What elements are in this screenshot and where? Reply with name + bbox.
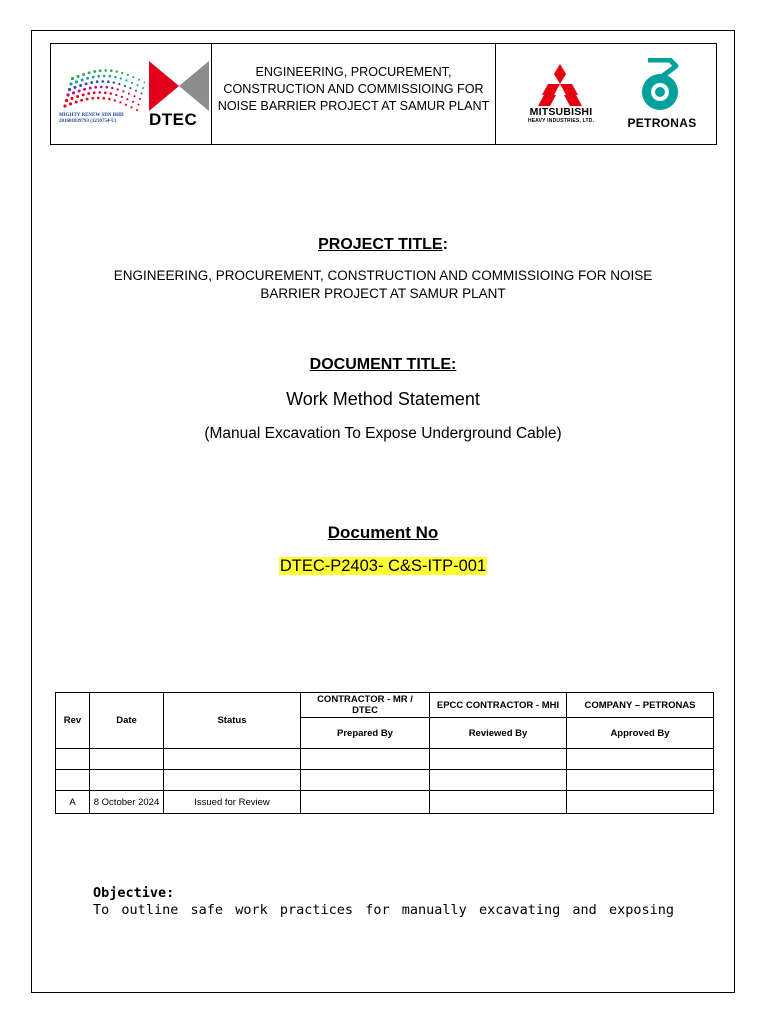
mr-logo-dot	[81, 78, 84, 81]
header-project-title: ENGINEERING, PROCUREMENT, CONSTRUCTION AND COMMISSIOING FOR NOISE BARRIER PROJECT AT SAMUR PLANT	[217, 65, 490, 113]
mr-logo-dot	[138, 104, 140, 106]
revision-table	[55, 692, 714, 814]
col-reviewed-by: Reviewed By	[430, 718, 567, 749]
col-prepared-by: Prepared By	[301, 718, 430, 749]
mr-logo-dot	[90, 81, 93, 84]
mr-logo-dot	[118, 83, 120, 85]
col-epcc-contractor: EPCC CONTRACTOR - MHI	[430, 693, 567, 718]
mr-logo-dot	[114, 76, 116, 78]
mitsubishi-logo-subtext: HEAVY INDUSTRIES, LTD.	[527, 118, 595, 124]
mr-logo-dot	[78, 89, 81, 92]
mr-logo-dot	[86, 77, 89, 80]
mr-logo-dot	[72, 91, 75, 94]
mr-logo-dot	[103, 97, 106, 100]
table-row	[56, 791, 714, 814]
mr-logo-dot	[133, 95, 135, 97]
mr-logo-dot	[144, 82, 146, 84]
mr-logo-dot	[65, 99, 68, 102]
objective-text: To outline safe work practices for manually excavating and exposing	[93, 902, 674, 918]
mr-logo-dot	[131, 82, 133, 84]
mr-logo-dot	[103, 75, 106, 78]
mr-logo-dot	[107, 80, 110, 83]
mr-logo-dot	[111, 87, 113, 89]
table-row	[56, 770, 714, 791]
mr-logo-dot	[142, 87, 144, 89]
mr-logo-dot	[82, 73, 85, 76]
page-frame	[31, 30, 735, 993]
mr-logo-dot	[101, 80, 104, 83]
mr-logo-dot	[63, 104, 66, 107]
mr-logo-dot	[106, 86, 109, 89]
objective-label: Objective:	[93, 885, 175, 901]
header-right-logos	[496, 44, 716, 144]
mr-logo-dot	[100, 86, 103, 89]
project-title-text: ENGINEERING, PROCUREMENT, CONSTRUCTION AND COMMISSIOING FOR NOISE BARRIER PROJECT AT SAMUR PLANT	[113, 268, 653, 301]
mr-logo-dot	[89, 87, 92, 90]
header-left-logos	[51, 44, 212, 144]
col-approved-by: Approved By	[567, 718, 714, 749]
petronas-logo-text: PETRONAS	[627, 116, 697, 130]
mr-logo-dot	[83, 88, 86, 91]
mr-logo-dot	[116, 70, 118, 72]
document-no-highlight: DTEC-P2403- C&S-ITP-001	[279, 557, 487, 575]
mr-logo-dot	[122, 90, 124, 92]
mr-logo-dot	[129, 87, 131, 89]
mr-logo-dot	[76, 75, 79, 78]
mr-logo-dot	[99, 69, 102, 72]
petronas-logo-icon	[640, 58, 684, 112]
mr-logo-dot	[92, 76, 95, 79]
mr-logo-dot	[139, 98, 141, 100]
mighty-renew-caption	[59, 113, 149, 125]
mr-logo-dot	[96, 80, 99, 83]
mr-logo-dot	[82, 93, 85, 96]
mr-logo-dot	[73, 86, 76, 89]
project-title-heading	[31, 236, 735, 254]
mr-logo-dot	[86, 98, 89, 101]
mr-logo-dot	[127, 74, 129, 76]
col-rev: Rev	[56, 693, 90, 749]
project-title-colon: :	[442, 236, 448, 253]
mr-logo-dot	[128, 93, 130, 95]
table-row	[56, 749, 714, 770]
row-status: Issued for Review	[164, 791, 301, 814]
document-header	[50, 43, 717, 145]
col-date: Date	[90, 693, 164, 749]
header-project-cell	[212, 44, 496, 144]
mr-logo-dot	[75, 100, 78, 103]
mr-logo-dot	[113, 81, 115, 83]
mr-logo-dot	[93, 91, 96, 94]
mr-logo-dot	[88, 71, 91, 74]
mr-logo-dot	[79, 84, 82, 87]
mr-logo-dot	[125, 79, 127, 81]
mr-logo-dot	[136, 84, 138, 86]
mr-logo-dot	[80, 99, 83, 102]
mighty-renew-reg: 201601039793 (1210754-U)	[59, 119, 117, 124]
mr-logo-dot	[121, 96, 123, 98]
mr-logo-dot	[94, 86, 97, 89]
mr-logo-dot	[110, 92, 112, 94]
mr-logo-dot	[119, 101, 121, 103]
mr-logo-dot	[136, 109, 138, 111]
col-contractor: CONTRACTOR - MR / DTEC	[301, 693, 430, 718]
mr-logo-dot	[125, 104, 127, 106]
mr-logo-dot	[76, 95, 79, 98]
dtec-logo-icon	[149, 61, 209, 111]
mr-logo-dot	[126, 98, 128, 100]
mr-logo-dot	[115, 94, 117, 96]
mr-logo-dot	[109, 75, 112, 78]
mr-logo-dot	[132, 101, 134, 103]
mr-logo-dot	[132, 76, 134, 78]
mr-logo-dot	[85, 82, 88, 85]
mr-logo-dot	[114, 99, 116, 101]
revision-header-row	[56, 693, 714, 718]
mr-logo-dot	[97, 97, 100, 100]
mr-logo-dot	[141, 93, 143, 95]
mr-logo-dot	[135, 90, 137, 92]
row-rev: A	[56, 791, 90, 814]
mr-logo-dot	[130, 106, 132, 108]
mr-logo-dot	[75, 80, 78, 83]
mr-logo-dot	[124, 85, 126, 87]
mr-logo-dot	[87, 92, 90, 95]
mr-logo-dot	[71, 77, 74, 80]
mr-logo-dot	[120, 77, 122, 79]
mr-logo-dot	[138, 79, 140, 81]
mitsubishi-logo-text: MITSUBISHI	[529, 106, 593, 118]
mr-logo-dot	[66, 93, 69, 96]
mr-logo-dot	[108, 98, 110, 100]
mr-logo-dot	[97, 75, 100, 78]
mr-logo-dot	[104, 69, 107, 72]
mr-logo-dot	[98, 91, 101, 94]
col-status: Status	[164, 693, 301, 749]
mr-logo-dot	[121, 72, 123, 74]
row-date: 8 October 2024	[90, 791, 164, 814]
document-title: Work Method Statement	[286, 389, 480, 409]
mr-logo-dot	[69, 102, 72, 105]
mr-logo-dot	[110, 69, 113, 72]
mighty-renew-name: MIGHTY RENEW SDN BHD	[59, 113, 124, 118]
col-company: COMPANY – PETRONAS	[567, 693, 714, 718]
mr-logo-dot	[93, 70, 96, 73]
dtec-logo-text: DTEC	[149, 110, 198, 129]
document-no-heading: Document No	[327, 523, 439, 542]
mitsubishi-logo-icon	[538, 64, 582, 106]
mr-logo-dot	[68, 88, 71, 91]
mr-logo-dot	[104, 91, 107, 94]
document-subtitle: (Manual Excavation To Expose Underground Cable)	[204, 425, 562, 442]
mr-logo-dot	[117, 88, 119, 90]
mr-logo-dot	[91, 97, 94, 100]
document-title-heading: DOCUMENT TITLE:	[309, 356, 457, 373]
mr-logo-dot	[70, 97, 73, 100]
document-no-value	[31, 557, 735, 576]
mr-logo-dot	[69, 82, 72, 85]
project-title-label: PROJECT TITLE	[318, 236, 443, 253]
